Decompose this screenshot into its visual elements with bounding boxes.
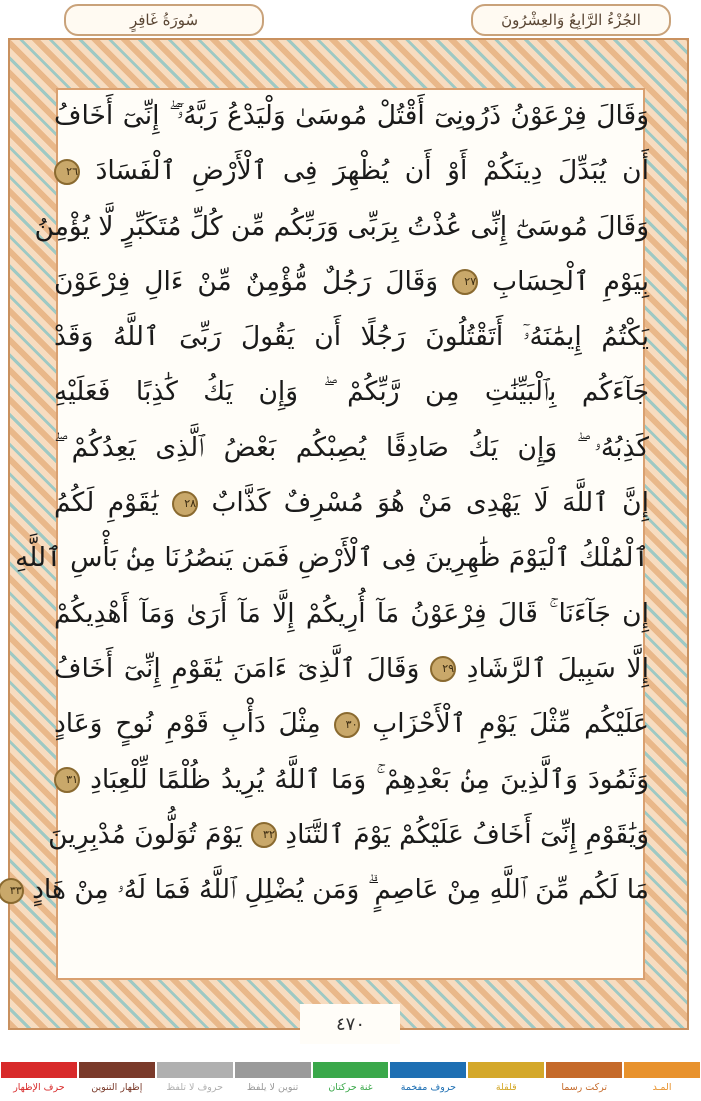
ayah-marker-33: ٣٣ — [0, 878, 24, 904]
legend-label: غنة حركتان — [328, 1082, 373, 1093]
verse-line-5: يَكْتُمُ إِيمَٰنَهُۥٓ أَتَقْتُلُونَ رَجُلًا أَن يَقُولَ رَبِّىَ ٱللَّهُ وَقَدْ — [54, 321, 649, 353]
verse-line-4: بِيَوْمِ ٱلْحِسَابِ ٢٧ وَقَالَ رَجُلٌ مُّؤْمِنٌ مِّنْ ءَالِ فِرْعَوْنَ — [54, 265, 649, 297]
surah-name-cartouche — [64, 4, 264, 36]
legend-swatch — [468, 1062, 544, 1078]
verse-line-3: وَقَالَ مُوسَىٰٓ إِنِّى عُذْتُ بِرَبِّى وَرَبِّكُم مِّن كُلِّ مُتَكَبِّرٍ لَّا يُؤْمِنُ — [34, 210, 649, 242]
ayah-marker-32: ٣٢ — [251, 822, 277, 848]
verses-block — [9, 88, 649, 917]
verse-line-13: وَثَمُودَ وَٱلَّذِينَ مِنۢ بَعْدِهِمْ ۚ وَمَا ٱللَّهُ يُرِيدُ ظُلْمًا لِّلْعِبَادِ ٣١ — [54, 752, 649, 807]
ayah-marker-30: ٣٠ — [334, 712, 360, 738]
legend-swatch — [1, 1062, 77, 1078]
legend-label: قلقلة — [495, 1082, 517, 1093]
legend-swatch — [79, 1062, 155, 1078]
juz-name-cartouche — [471, 4, 671, 36]
ayah-marker-31: ٣١ — [54, 767, 80, 793]
verse-line-14: وَيَٰقَوْمِ إِنِّىٓ أَخَافُ عَلَيْكُمْ يَوْمَ ٱلتَّنَادِ ٣٢ يَوْمَ تُوَلُّونَ مُدْبِرِينَ — [48, 818, 649, 850]
legend-label: تركت رسما — [561, 1082, 608, 1093]
ayah-marker-28: ٢٨ — [172, 491, 198, 517]
verse-line-15: مَا لَكُم مِّنَ ٱللَّهِ مِنْ عَاصِمٍ ۗ وَمَن يُضْلِلِ ٱللَّهُ فَمَا لَهُۥ مِنْ هَادٍ ٣٣ — [54, 862, 649, 917]
surah-name: سُورَةُ غَافِرٍ — [129, 11, 199, 29]
tajweed-legend-labels — [0, 1082, 701, 1093]
verse-line-10: إِن جَآءَنَا ۚ قَالَ فِرْعَوْنُ مَآ أُرِيكُمْ إِلَّا مَآ أَرَىٰ وَمَآ أَهْدِيكُمْ — [54, 597, 649, 629]
legend-label: المـد — [652, 1082, 672, 1093]
verse-line-2: أَن يُبَدِّلَ دِينَكُمْ أَوْ أَن يُظْهِرَ فِى ٱلْأَرْضِ ٱلْفَسَادَ ٢٦ — [54, 143, 649, 198]
ayah-marker-29: ٢٩ — [430, 656, 456, 682]
legend-label: إظهار التنوين — [91, 1082, 143, 1093]
legend-swatch — [546, 1062, 622, 1078]
legend-label: حروف لا تلفظ — [166, 1082, 224, 1093]
verse-line-12: عَلَيْكُم مِّثْلَ يَوْمِ ٱلْأَحْزَابِ ٣٠ مِثْلَ دَأْبِ قَوْمِ نُوحٍ وَعَادٍ — [54, 708, 649, 740]
tajweed-color-legend — [0, 1062, 701, 1078]
legend-label: حرف الإظهار — [13, 1082, 65, 1093]
legend-swatch — [313, 1062, 389, 1078]
legend-swatch — [390, 1062, 466, 1078]
legend-swatch — [235, 1062, 311, 1078]
verse-line-9: ٱلْمُلْكُ ٱلْيَوْمَ ظَٰهِرِينَ فِى ٱلْأَرْضِ فَمَن يَنصُرُنَا مِنۢ بَأْسِ ٱللَّهِ — [15, 542, 649, 574]
legend-swatch — [157, 1062, 233, 1078]
verse-line-8: إِنَّ ٱللَّهَ لَا يَهْدِى مَنْ هُوَ مُسْرِفٌ كَذَّابٌ ٢٨ يَٰقَوْمِ لَكُمُ — [54, 487, 649, 519]
verse-line-11: إِلَّا سَبِيلَ ٱلرَّشَادِ ٢٩ وَقَالَ ٱلَّذِىٓ ءَامَنَ يَٰقَوْمِ إِنِّىٓ أَخَافُ — [54, 652, 649, 684]
verse-line-7: كَذِبُهُۥ ۖ وَإِن يَكُ صَادِقًا يُصِبْكُم بَعْضُ ٱلَّذِى يَعِدُكُمْ ۖ — [54, 431, 649, 463]
legend-swatch — [624, 1062, 700, 1078]
juz-name: الجُزْءُ الرَّابِعُ وَالعِشْرُونَ — [501, 11, 641, 29]
ayah-marker-26: ٢٦ — [54, 159, 80, 185]
verse-line-1: وَقَالَ فِرْعَوْنُ ذَرُونِىٓ أَقْتُلْ مُوسَىٰ وَلْيَدْعُ رَبَّهُۥٓ ۖ إِنِّىٓ أَخَافُ — [54, 100, 649, 131]
verse-line-6: جَآءَكُم بِٱلْبَيِّنَٰتِ مِن رَّبِّكُمْ ۖ وَإِن يَكُ كَٰذِبًا فَعَلَيْهِ — [54, 376, 649, 408]
ayah-marker-27: ٢٧ — [452, 269, 478, 295]
page-number: ٤٧٠ — [335, 1014, 365, 1035]
legend-label: حروف مفخمة — [400, 1082, 456, 1093]
legend-label: تنوين لا يلفظ — [246, 1082, 299, 1093]
